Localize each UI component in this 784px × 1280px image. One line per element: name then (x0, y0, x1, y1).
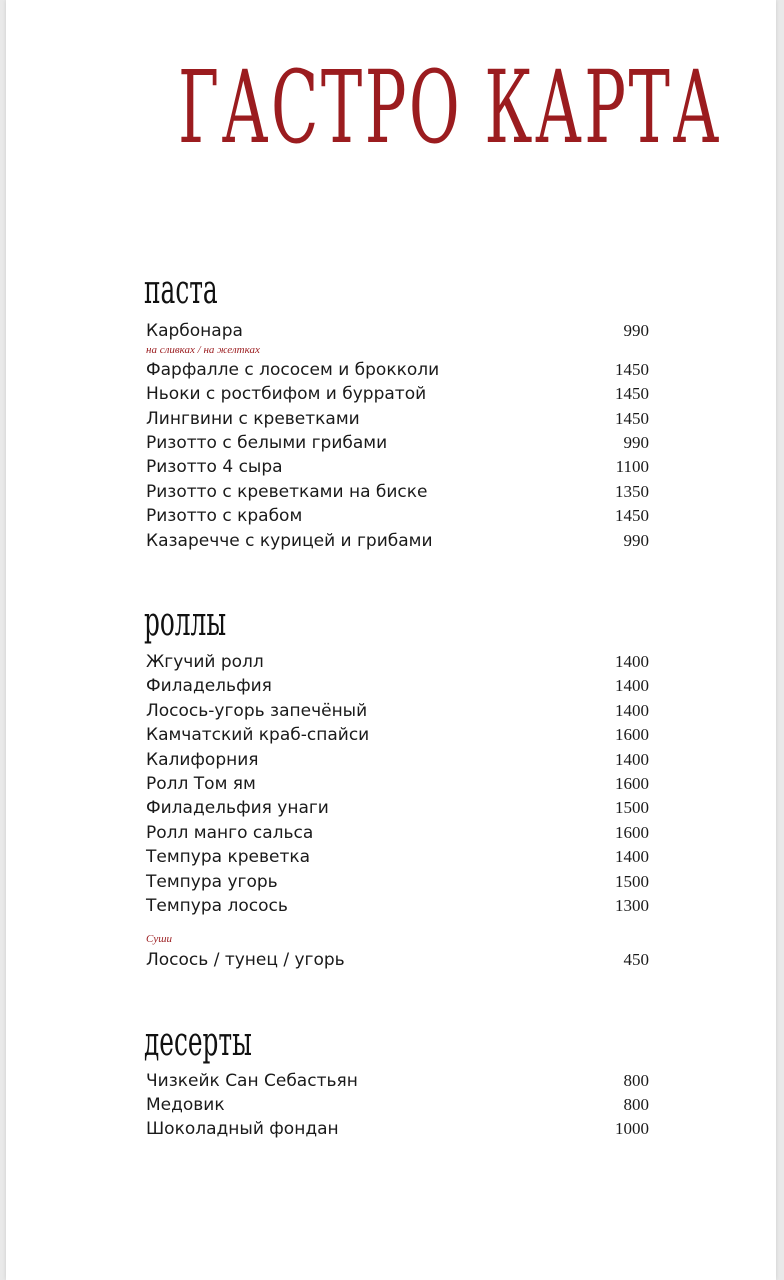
menu-item (146, 1095, 649, 1119)
logo-title: ГАСТРО КАРТА (178, 49, 722, 166)
menu-item (146, 725, 649, 749)
item-price: 1300 (615, 896, 649, 915)
menu-item (146, 847, 649, 871)
item-name: Ньоки с ростбифом и бурратой (146, 384, 427, 404)
item-price: 990 (623, 321, 649, 340)
item-price: 1400 (615, 676, 649, 695)
item-price: 1350 (615, 482, 649, 501)
menu-item (146, 750, 649, 774)
item-price: 990 (623, 433, 649, 452)
menu-item (146, 506, 649, 530)
item-price: 1600 (615, 774, 649, 793)
item-price: 990 (623, 531, 649, 550)
section-title-rolls: роллы (144, 599, 227, 645)
menu-item (146, 896, 649, 920)
item-name: Ризотто с креветками на биске (146, 482, 428, 502)
item-price: 1100 (615, 457, 649, 476)
menu-item (146, 409, 649, 433)
item-name: Медовик (146, 1095, 225, 1115)
menu-item (146, 872, 649, 896)
menu-item (146, 676, 649, 700)
menu-item (146, 384, 649, 408)
item-price: 1450 (615, 384, 649, 403)
item-name: Калифорния (146, 750, 259, 770)
item-price: 1600 (615, 823, 649, 842)
item-price: 450 (623, 950, 649, 969)
menu-item (146, 360, 649, 384)
item-price: 1450 (615, 506, 649, 525)
menu-item (146, 321, 649, 345)
menu-item (146, 482, 649, 506)
item-name: Казаречче с курицей и грибами (146, 531, 433, 551)
item-note: на сливках / на желтках (146, 344, 260, 356)
item-price: 1500 (615, 872, 649, 891)
subsection-title-sushi: Суши (146, 933, 173, 945)
item-price: 1400 (615, 750, 649, 769)
item-name: Чизкейк Сан Себастьян (146, 1071, 358, 1091)
menu-item (146, 652, 649, 676)
item-price: 800 (623, 1071, 649, 1090)
item-name: Ролл манго сальса (146, 823, 314, 843)
item-price: 800 (623, 1095, 649, 1114)
item-name: Камчатский краб-спайси (146, 725, 370, 745)
item-name: Жгучий ролл (146, 652, 264, 672)
item-price: 1600 (615, 725, 649, 744)
menu-item (146, 798, 649, 822)
item-name: Темпура креветка (146, 847, 311, 867)
menu-item (146, 457, 649, 481)
item-name: Фарфалле с лососем и брокколи (146, 360, 440, 380)
item-price: 1500 (615, 798, 649, 817)
menu-page (6, 0, 776, 1280)
item-name: Темпура угорь (146, 872, 278, 892)
item-name: Ризотто 4 сыра (146, 457, 283, 477)
item-name: Филадельфия (146, 676, 272, 696)
item-name: Лосось / тунец / угорь (146, 950, 345, 970)
menu-item (146, 950, 649, 974)
item-name: Ризотто с белыми грибами (146, 433, 388, 453)
item-name: Темпура лосось (146, 896, 288, 916)
item-name: Лосось-угорь запечёный (146, 701, 368, 721)
menu-item (146, 774, 649, 798)
menu-item (146, 823, 649, 847)
item-name: Карбонара (146, 321, 243, 341)
menu-item (146, 531, 649, 555)
item-price: 1400 (615, 652, 649, 671)
item-price: 1000 (615, 1119, 649, 1138)
menu-item (146, 1071, 649, 1095)
section-title-desserts: десерты (144, 1019, 252, 1065)
menu-item (146, 433, 649, 457)
menu-item (146, 701, 649, 725)
item-price: 1400 (615, 701, 649, 720)
item-price: 1450 (615, 409, 649, 428)
item-name: Ролл Том ям (146, 774, 256, 794)
section-title-pasta: паста (144, 267, 218, 313)
item-name: Шоколадный фондан (146, 1119, 339, 1139)
item-name: Ризотто с крабом (146, 506, 303, 526)
item-price: 1450 (615, 360, 649, 379)
item-price: 1400 (615, 847, 649, 866)
menu-item (146, 1119, 649, 1143)
item-name: Лингвини с креветками (146, 409, 360, 429)
item-name: Филадельфия унаги (146, 798, 329, 818)
